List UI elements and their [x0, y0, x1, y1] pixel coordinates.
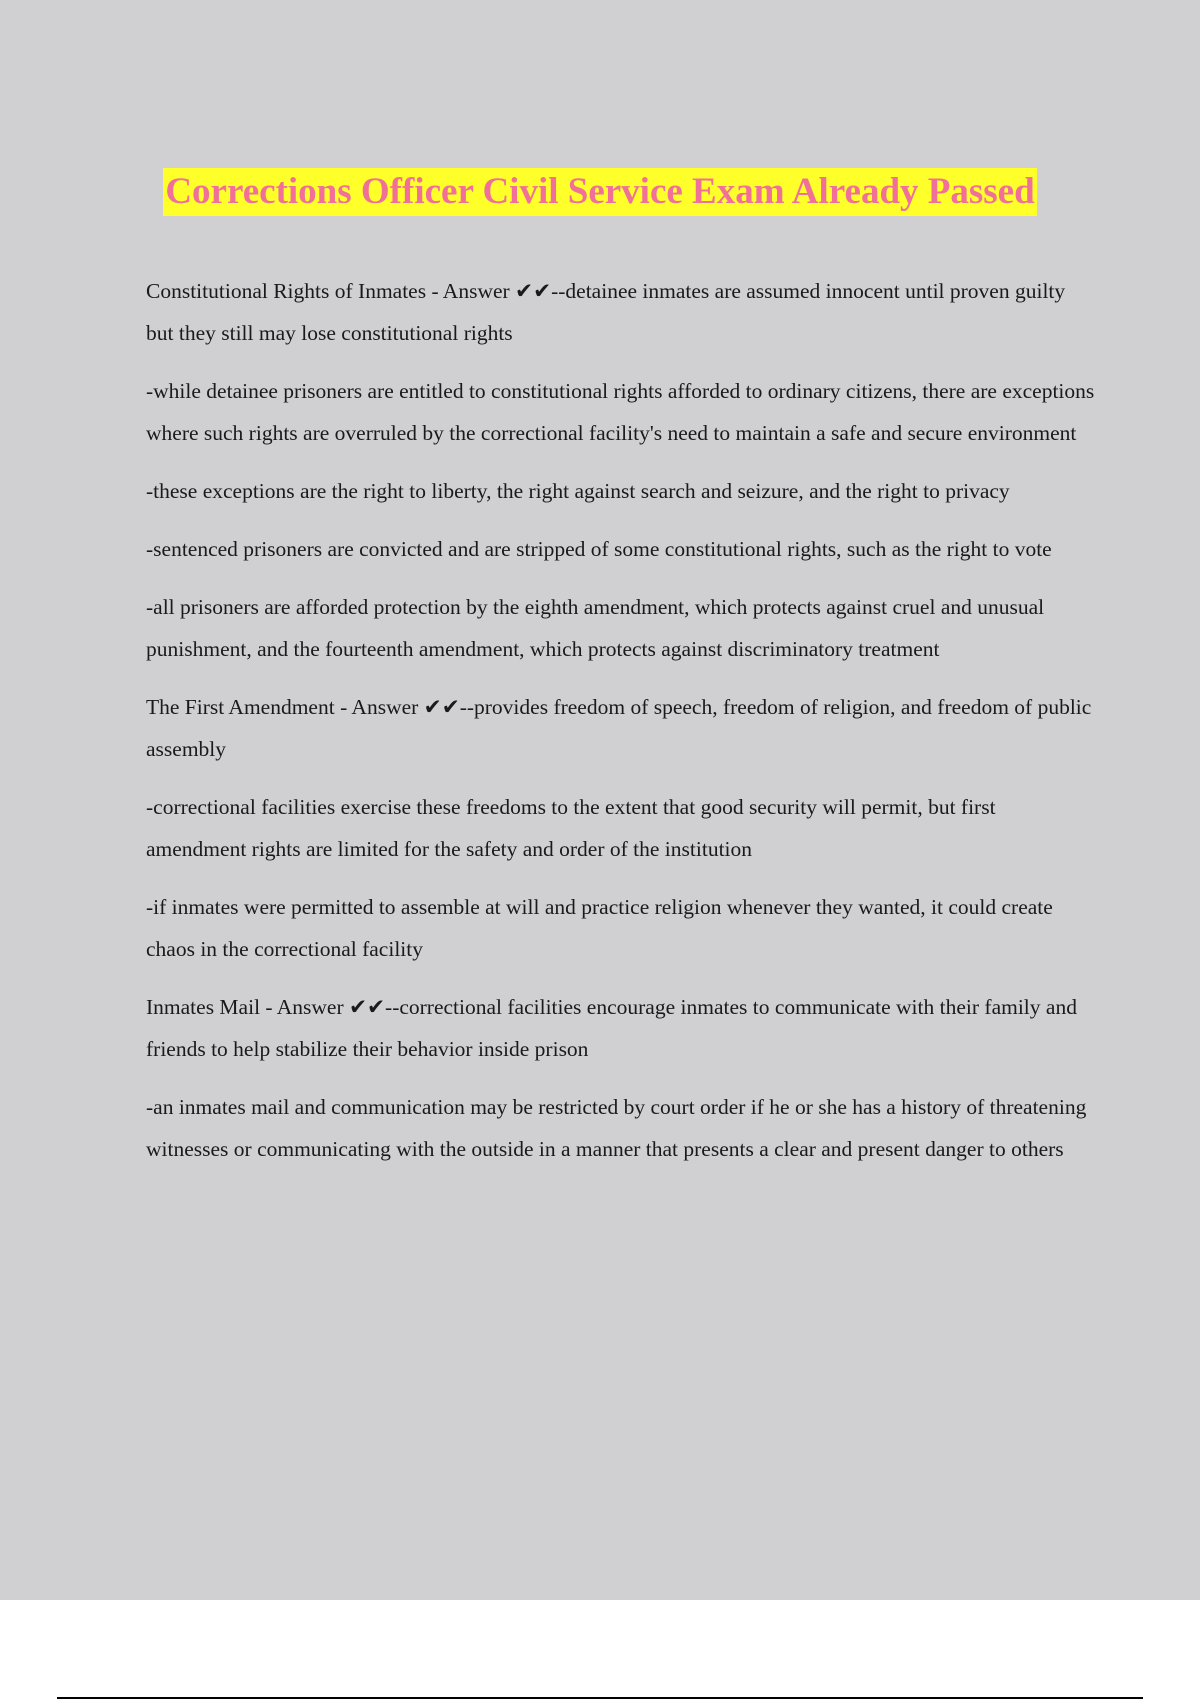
paragraph-first-amendment: The First Amendment - Answer ✔✔--provides freedom of speech, freedom of religion, and freedom of public assembly [146, 695, 1092, 761]
paragraph-eighth-fourteenth: -all prisoners are afforded protection by the eighth amendment, which protects against cruel and unusual punishment, and the fourteenth amendment, which protects against discriminatory treatment [146, 595, 1045, 661]
paragraph-constitutional-rights: Constitutional Rights of Inmates - Answer ✔✔--detainee inmates are assumed innocent until proven guilty but they still may lose constitutional rights [146, 279, 1066, 345]
document-title: Corrections Officer Civil Service Exam Already Passed [163, 168, 1036, 216]
title-container [0, 168, 1200, 216]
paragraph-exception-list: -these exceptions are the right to liberty, the right against search and seizure, and the right to privacy [146, 479, 1010, 503]
paragraph-inmates-mail: Inmates Mail - Answer ✔✔--correctional facilities encourage inmates to communicate with their family and friends to help stabilize their behavior inside prison [146, 995, 1077, 1061]
paragraph-mail-restriction: -an inmates mail and communication may be restricted by court order if he or she has a history of threatening witnesses or communicating with the outside in a manner that presents a clear and present danger to others [146, 1095, 1087, 1161]
paragraph-sentenced-prisoners: -sentenced prisoners are convicted and are stripped of some constitutional rights, such as the right to vote [146, 537, 1052, 561]
document-body [146, 270, 1096, 1186]
paragraph-assembly-chaos: -if inmates were permitted to assemble at will and practice religion whenever they wanted, it could create chaos in the correctional facility [146, 895, 1053, 961]
footer-rule [57, 1697, 1143, 1699]
paragraph-detainee-exceptions: -while detainee prisoners are entitled to constitutional rights afforded to ordinary citizens, there are exceptions where such rights are overruled by the correctional facility's need to maintain a safe and secure environment [146, 379, 1095, 445]
paragraph-first-amendment-limits: -correctional facilities exercise these freedoms to the extent that good security will permit, but first amendment rights are limited for the safety and order of the institution [146, 795, 996, 861]
